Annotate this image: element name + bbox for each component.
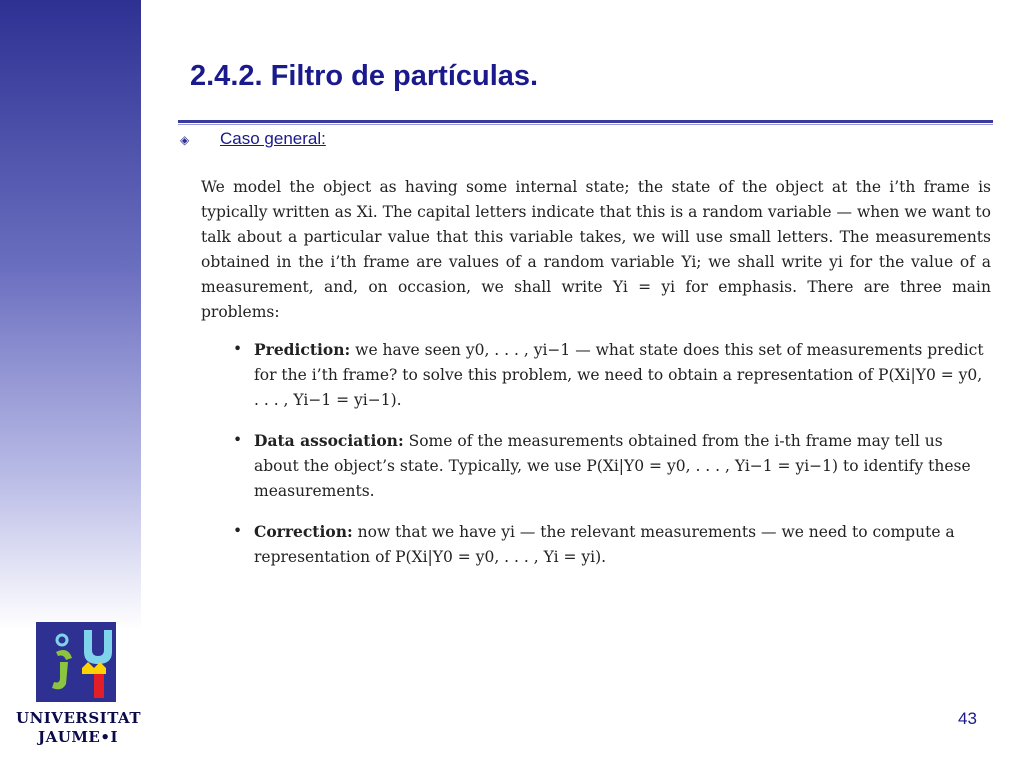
university-logo-icon xyxy=(36,622,116,702)
item-text: Some of the measurements obtained from the i-th frame may tell us about the object’s state. Typically, we use P(Xi|Y0 = y0, . . . , Yi−1 = yi−1) to identify these measurements. xyxy=(254,432,971,500)
list-item xyxy=(201,519,991,570)
page-number: 43 xyxy=(958,709,977,728)
list-item xyxy=(201,337,991,413)
bullet-dot-icon: • xyxy=(233,431,243,449)
university-name-line2: JAUME•I xyxy=(38,728,118,746)
item-text: now that we have yi — the relevant measurements — we need to compute a representation of P(Xi|Y0 = y0, . . . , Yi = yi). xyxy=(254,523,955,566)
item-term: Correction: xyxy=(254,522,353,541)
bullet-dot-icon: • xyxy=(233,340,243,358)
scanned-text-block xyxy=(201,175,991,585)
subtitle-link[interactable]: Caso general: xyxy=(220,129,326,148)
item-text: we have seen y0, . . . , yi−1 — what state does this set of measurements predict for the i’th frame? to solve this problem, we need to obtain a representation of P(Xi|Y0 = y0, . . . , Yi−1 = yi−1). xyxy=(254,341,984,409)
list-item xyxy=(201,428,991,504)
slide-title: 2.4.2. Filtro de partículas. xyxy=(190,60,539,92)
item-term: Prediction: xyxy=(254,340,351,359)
item-term: Data association: xyxy=(254,431,404,450)
bullet-dot-icon: • xyxy=(233,522,243,540)
title-divider xyxy=(178,120,993,123)
title-divider-thin xyxy=(178,124,993,125)
university-name-line1: UNIVERSITAT xyxy=(16,709,142,727)
problem-list xyxy=(201,337,991,570)
intro-paragraph: We model the object as having some internal state; the state of the object at the i’th frame is typically written as Xi. The capital letters indicate that this is a random variable — when we want to talk about a particular value that this variable takes, we will use small letters. The measurements obtained in the i’th frame are values of a random variable Yi; we shall write yi for the value of a measurement, and, on occasion, we shall write Yi = yi for emphasis. There are three main problems: xyxy=(201,178,991,321)
diamond-bullet-icon: ◈ xyxy=(180,133,190,147)
